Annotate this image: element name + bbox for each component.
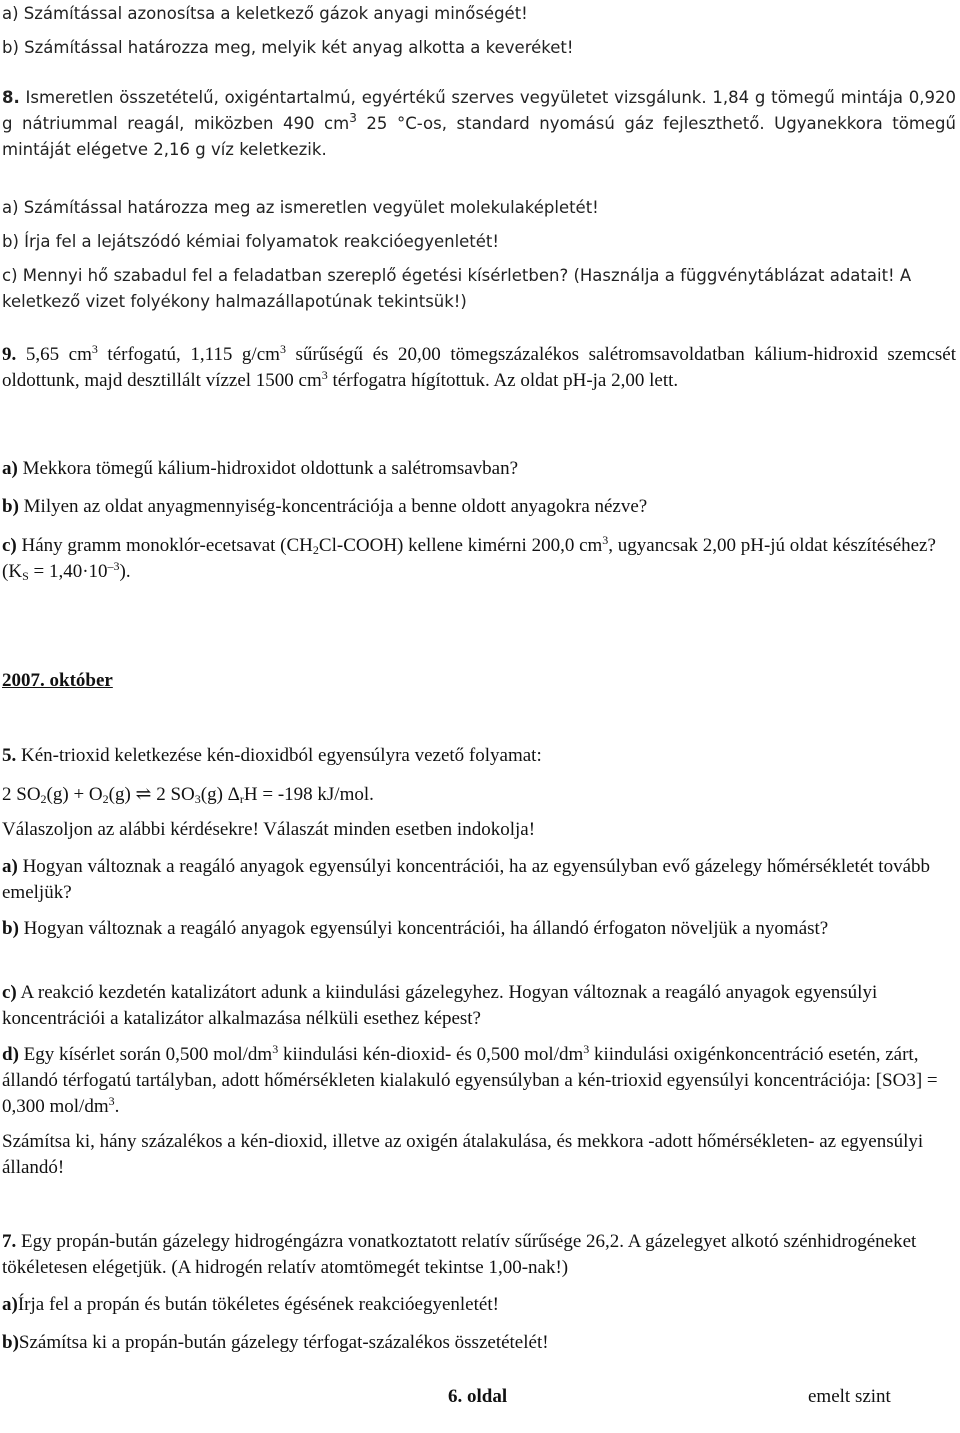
q9-question-b: b) Milyen az oldat anyagmennyiség-koncentrációja a benne oldott anyagokra nézve? [2,496,648,517]
footer-level: emelt szint [808,1386,891,1407]
q8-intro: 8. Ismeretlen összetételű, oxigéntartalmú, egyértékű szerves vegyületet vizsgálunk. 1,84 g tömegű mintája 0,920 g nátriummal reagál, miközben 490 $cm^3$ 25 °C-os, standard nyomású gáz fejleszthető. Ugyanekkora tömegű mintáját elégetve 2,16 g víz keletkezik. [2,88,956,159]
q9-intro: 9. 5,65 $cm^3$ térfogatú, 1,115 $g/cm^3$ sűrűségű és 20,00 tömegszázalékos salétromsavoldatban kálium-hidroxid szemcsét oldottunk, majd desztillált vízzel 1500 $cm^3$ térfogatra hígítottuk. Az oldat pH-ja 2,00 lett. [2,342,956,391]
q7-intro: 7. Egy propán-bután gázelegy hidrogéngázra vonatkoztatott relatív sűrűsége 26,2. A gázelegyet alkotó szénhidrogéneket tökéletesen elégetjük. (A hidrogén relatív atomtömegét tekintse 1,00-nak!) [2,1231,917,1278]
q7prev-b: b) Számítással határozza meg, melyik két anyag alkotta a keveréket! [2,38,574,57]
q9-question-c: c) Hány gramm monoklór-ecetsavat $(CH_2Cl-COOH)$ kellene kimérni 200,0 $cm^3$, ugyancsak 2,00 pH-jú oldat készítéséhez? $(K_S = 1,40\cdot 10^{-3})$. [2,533,936,583]
q7prev-a: a) Számítással azonosítsa a keletkező gázok anyagi minőségét! [2,4,528,23]
q7-question-a: a)Írja fel a propán és bután tökéletes égésének reakcióegyenletét! [2,1294,499,1315]
q5-question-b: b) Hogyan változnak a reagáló anyagok egyensúlyi koncentrációi, ha állandó érfogaton növeljük a nyomást? [2,918,829,939]
q9-question-a: a) Mekkora tömegű kálium-hidroxidot oldottunk a salétromsavban? [2,458,519,479]
q5-question-c: c) A reakció kezdetén katalizátort adunk a kiindulási gázelegyhez. Hogyan változnak a reagáló anyagok egyensúlyi koncentrációi a katalizátor alkalmazása nélküli esethez képest? [2,982,878,1029]
q5-final: Számítsa ki, hány százalékos a kén-dioxid, illetve az oxigén átalakulása, és mekkora -adott hőmérsékleten- az egyensúlyi állandó! [2,1131,924,1178]
q7-question-b: b)Számítsa ki a propán-bután gázelegy térfogat-százalékos összetételét! [2,1332,549,1353]
q5-intro: 5. Kén-trioxid keletkezése kén-dioxidból egyensúlyra vezető folyamat: [2,745,542,766]
q5-question-d: d) Egy kísérlet során 0,500 mol/$dm^3$ kiindulási kén-dioxid- és 0,500 mol/$dm^3$ kiindulási oxigénkoncentráció esetén, zárt, állandó térfogatú tartályban, adott hőmérsékleten kialakuló egyensúlyban a kén-trioxid egyensúlyi koncentrációja: [SO3] = 0,300 mol/$dm^3$. [2,1042,938,1117]
q5-instruction: Válaszoljon az alábbi kérdésekre! Válaszát minden esetben indokolja! [2,819,536,840]
q8-question-a: a) Számítással határozza meg az ismeretlen vegyület molekulaképletét! [2,198,599,217]
q8-number: 8. [2,88,20,107]
footer-page-number: 6. oldal [448,1386,508,1407]
q5-equation: 2 $SO_2(g) + O_2(g)$ ⇌ 2 $SO_3(g) \Delta_rH = -198$ kJ/mol. [2,784,374,806]
section-heading: 2007. október [2,670,113,691]
q8-question-b: b) Írja fel a lejátszódó kémiai folyamatok reakcióegyenletét! [2,232,500,251]
q5-number: 5. [2,745,17,766]
q8-question-c: c) Mennyi hő szabadul fel a feladatban szereplő égetési kísérletben? (Használja a függvénytáblázat adatait! A keletkező vizet folyékony halmazállapotúnak tekintsük!) [2,266,912,311]
q7-number: 7. [2,1231,17,1252]
q5-question-a: a) Hogyan változnak a reagáló anyagok egyensúlyi koncentrációi, ha az egyensúlyban evő gázelegy hőmérsékletét tovább emeljük? [2,856,931,903]
q9-number: 9. [2,344,17,365]
